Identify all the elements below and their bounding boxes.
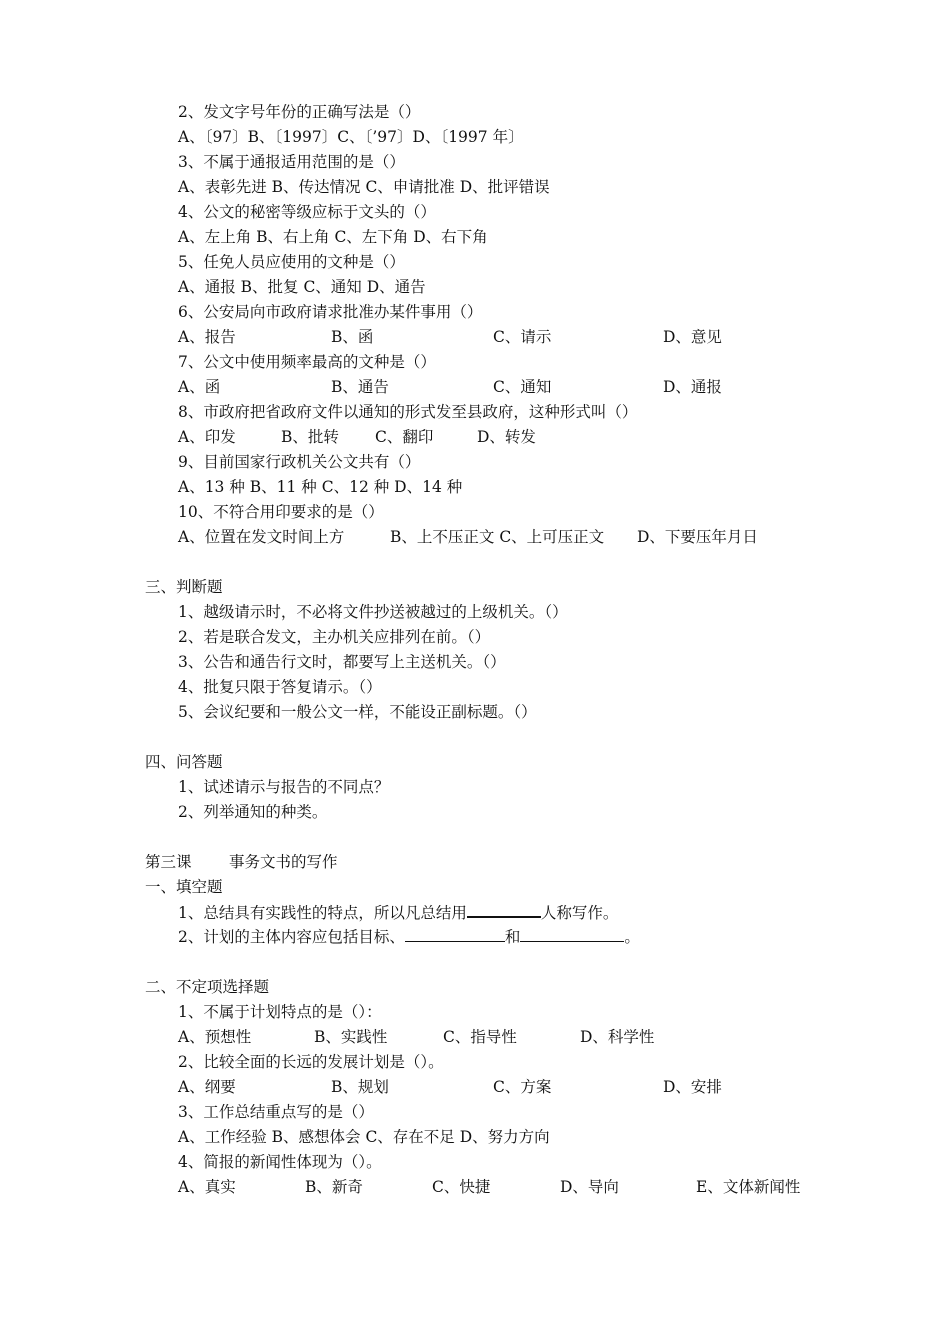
section-heading-qa: 四、问答题 [145,753,223,771]
option-c: C、通知 [493,378,552,396]
option-a: A、纲要 [178,1078,236,1096]
option-c: C、请示 [493,328,552,346]
question-10: 10、不符合用印要求的是（） [178,503,384,521]
option-e: E、文体新闻性 [696,1178,801,1196]
option-b: B、实践性 [314,1028,388,1046]
question-9: 9、目前国家行政机关公文共有（） [178,453,421,471]
judgment-item-4: 4、批复只限于答复请示。（） [178,678,382,696]
option-d: D、转发 [477,428,536,446]
options-3: A、表彰先进 B、传达情况 C、申请批准 D、批评错误 [178,178,550,196]
options-5: A、通报 B、批复 C、通知 D、通告 [178,278,426,296]
option-c: C、指导性 [443,1028,517,1046]
fill-text: 2、计划的主体内容应包括目标、 [178,928,405,946]
option-b: B、批转 [281,428,339,446]
question-8: 8、市政府把省政府文件以通知的形式发至县政府，这种形式叫（） [178,403,638,421]
options-7 [178,376,778,398]
judgment-item-1: 1、越级请示时，不必将文件抄送被越过的上级机关。（） [178,603,568,621]
option-c: C、方案 [493,1078,552,1096]
question-6: 6、公安局向市政府请求批准办某件事用（） [178,303,483,321]
fill-text: 。 [624,928,640,946]
option-b: B、新奇 [305,1178,363,1196]
options-6 [178,326,778,348]
options-10 [178,526,778,548]
fill-text: 1、总结具有实践性的特点，所以凡总结用 [178,904,467,922]
fill-text: 人称写作。 [540,904,619,922]
question-5: 5、任免人员应使用的文种是（） [178,253,405,271]
question-7: 7、公文中使用频率最高的文种是（） [178,353,436,371]
judgment-item-3: 3、公告和通告行文时，都要写上主送机关。（） [178,653,506,671]
lesson-title [145,851,545,873]
option-d: D、科学性 [580,1028,655,1046]
mc-options-3: A、工作经验 B、感想体会 C、存在不足 D、努力方向 [178,1128,550,1146]
mc-options-2 [178,1076,778,1098]
option-a: A、报告 [178,328,236,346]
section-heading-fill: 一、填空题 [145,878,223,896]
option-c: C、翻印 [375,428,434,446]
mc-options-1 [178,1026,778,1048]
mc-question-1: 1、不属于计划特点的是（）： [178,1003,382,1021]
option-b: B、通告 [331,378,389,396]
qa-item-2: 2、列举通知的种类。 [178,803,328,821]
options-4: A、左上角 B、右上角 C、左下角 D、右下角 [178,228,488,246]
option-b: B、规划 [331,1078,389,1096]
options-2: A、〔97〕B、〔1997〕C、〔’97〕D、〔1997 年〕 [178,128,524,146]
question-3: 3、不属于通报适用范围的是（） [178,153,405,171]
option-a: A、真实 [178,1178,236,1196]
judgment-item-2: 2、若是联合发文，主办机关应排列在前。（） [178,628,491,646]
fill-item-2 [178,926,640,948]
question-2: 2、发文字号年份的正确写法是（） [178,103,421,121]
options-9: A、13 种 B、11 种 C、12 种 D、14 种 [178,478,463,496]
lesson-number: 第三课 [145,853,192,871]
judgment-item-5: 5、会议纪要和一般公文一样，不能设正副标题。（） [178,703,537,721]
mc-options-4 [178,1176,858,1198]
lesson-name: 事务文书的写作 [229,853,338,871]
answer-blank[interactable] [467,901,541,918]
option-a: A、预想性 [178,1028,252,1046]
mc-question-3: 3、工作总结重点写的是（） [178,1103,374,1121]
option-b-c: B、上不压正文 C、上可压正文 [390,528,605,546]
fill-text: 和 [504,928,521,946]
mc-question-4: 4、简报的新闻性体现为（）。 [178,1153,382,1171]
option-d: D、安排 [663,1078,722,1096]
options-8 [178,426,778,448]
question-4: 4、公文的秘密等级应标于文头的（） [178,203,436,221]
section-heading-judgment: 三、判断题 [145,578,223,596]
answer-blank[interactable] [405,926,505,942]
fill-item-1 [178,901,618,923]
option-d: D、导向 [560,1178,619,1196]
answer-blank[interactable] [520,926,624,942]
option-a: A、函 [178,378,221,396]
section-heading-multichoice: 二、不定项选择题 [145,978,270,996]
mc-question-2: 2、比较全面的长远的发展计划是（）。 [178,1053,444,1071]
option-a: A、印发 [178,428,236,446]
qa-item-1: 1、试述请示与报告的不同点？ [178,778,390,796]
option-b: B、函 [331,328,374,346]
option-d: D、下要压年月日 [637,528,758,546]
option-d: D、通报 [663,378,722,396]
option-a: A、位置在发文时间上方 [178,528,345,546]
option-d: D、意见 [663,328,722,346]
option-c: C、快捷 [432,1178,491,1196]
